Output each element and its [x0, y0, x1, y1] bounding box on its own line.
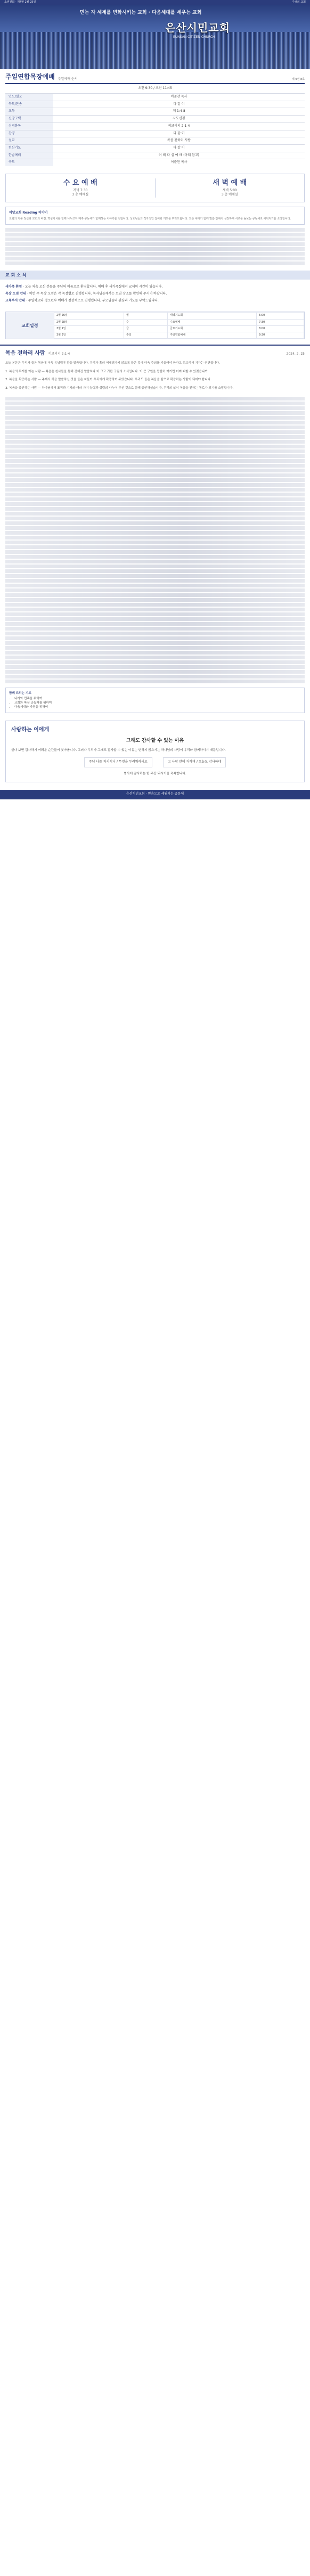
announcements [0, 282, 310, 308]
calendar-label: 교회일정 [6, 312, 54, 339]
order-label: 설교 [5, 137, 53, 145]
poem-box [11, 757, 299, 767]
order-value: 다 같 이 [53, 130, 305, 137]
sermon-reference: 히브리서 2:1-4 [48, 352, 70, 356]
calendar-cell: 8:00 [257, 325, 304, 332]
pastor-closing: 범사에 감사하는 한 주간 되시기를 축복합니다. [124, 772, 186, 776]
calendar-cell: 주일 [124, 332, 167, 339]
announcement-heading: 새가족 환영 [5, 285, 22, 289]
wednesday-title: 수 요 예 배 [63, 178, 97, 187]
calendar-cell: 수요예배 [168, 319, 257, 325]
news-band: 교 회 소 식 [0, 271, 310, 280]
congregation-image [0, 32, 310, 69]
church-motto: 믿는 자 세계를 변화시키는 교회 · 다음세대를 세우는 교회 [80, 10, 202, 15]
order-row [5, 152, 305, 159]
hero-banner [0, 5, 310, 69]
sermon-body [0, 359, 310, 397]
order-row [5, 101, 305, 108]
prayer-item: • 다음세대와 가정을 위하여 [14, 705, 301, 709]
top-strip [0, 0, 310, 5]
announcement-heading: 교육부서 안내 [5, 298, 25, 302]
order-label: 찬양 [5, 130, 53, 137]
dawn-title: 새 벽 예 배 [213, 178, 247, 187]
order-label: 축도 [5, 159, 53, 166]
placeholder-text-lines [0, 228, 310, 265]
order-value: 이 뗴 다 실 예 배 (아래 참고) [53, 152, 305, 159]
calendar-cell: 7:30 [257, 319, 304, 325]
bulletin-page [0, 0, 310, 799]
announcement-text: 이번 주 목장 모임은 각 목장별로 진행됩니다. 목자님들께서는 모임 장소를 확인해 주시기 바랍니다. [29, 292, 167, 296]
announcement-text: 오늘 처음 오신 분들을 주님의 이름으로 환영합니다. 예배 후 새가족실에서 교제의 시간이 있습니다. [25, 285, 163, 289]
poem-right: 그 사랑 안에 거하며 / 오늘도 감사하네 [163, 757, 226, 767]
order-row [5, 130, 305, 137]
church-calendar [5, 312, 305, 339]
order-label: 헌신기도 [5, 144, 53, 152]
calendar-cell: 주일연합예배 [168, 332, 257, 339]
wednesday-time: 저녁 7:30 [73, 188, 88, 192]
order-value: 다 같 이 [53, 144, 305, 152]
calendar-cell: 수 [124, 319, 167, 325]
announcement-item: 교육부서 안내 · 주일학교와 청소년부 예배가 정상적으로 진행됩니다. 부모님들의 관심과 기도를 부탁드립니다. [5, 298, 159, 302]
order-label: 한밤예배 [5, 152, 53, 159]
intro-title: 이달교회 Reading 이야기 [9, 211, 48, 215]
calendar-row [54, 332, 304, 339]
sermon-paragraph: 오늘 본문은 우리가 들은 복음에 더욱 유념해야 함을 말씀합니다. 우리가 흘러 떠내려가지 않도록 들은 것에 더욱 주의를 기울여야 한다고 히브리서 기자는 권면합니다. [5, 361, 220, 365]
order-row [5, 137, 305, 145]
calendar-row [54, 325, 304, 332]
intro-block [5, 207, 305, 225]
church-english-name: EUNSAN CITIZEN CHURCH [173, 35, 215, 39]
prayer-item: • 나라와 민족을 위하여 [14, 697, 301, 701]
sermon-title: 복음 전하러 사람 [5, 350, 45, 357]
sermon-header [0, 345, 310, 359]
dawn-time: 새벽 5:00 [222, 188, 237, 192]
order-label: 신앙고백 [5, 116, 53, 123]
order-label: 묵도/찬송 [5, 101, 53, 108]
service-times: 오전 9:30 / 오전 11:45 [138, 86, 172, 91]
order-row [5, 122, 305, 130]
order-label: 교독 [5, 108, 53, 116]
order-row [5, 108, 305, 116]
sermon-date: 2024. 2. 25 [286, 352, 305, 356]
prayer-item: • 교회와 목장 공동체를 위하여 [14, 701, 301, 705]
strip-left: 소위원회 · 제4번 2월 25일 [4, 1, 36, 4]
pastor-text: 살다 보면 감사하기 어려운 순간들이 찾아옵니다. 그러나 우리가 그래도 감사할 수 있는 이유는 변하지 않으시는 하나님의 사랑이 우리와 함께하시기 때문입니다. [11, 749, 226, 753]
calendar-cell: 새벽기도회 [168, 313, 257, 319]
dawn-place: 3 층 예배실 [221, 193, 238, 197]
calendar-cell: 3월 3일 [54, 332, 124, 339]
calendar-row [54, 313, 304, 319]
bulletin-meta: 제 9권 8호 [291, 78, 305, 81]
calendar-cell: 3월 1일 [54, 325, 124, 332]
order-value: 이준찬 목사 [53, 94, 305, 101]
calendar-cell: 금 [124, 325, 167, 332]
order-value: 히브리서 2:1-4 [53, 122, 305, 130]
poem-left: 주님 나를 지키시니 / 무엇을 두려워하리요 [84, 757, 152, 767]
intro-text: 교회의 기본 정신과 교회의 비전, 핵심가치를 함께 나누고자 매주 공동체가 함께하는 이야기를 전합니다. 성도님들의 적극적인 참여와 기도를 부탁드립니다. 모든 세대가 함께 말씀 안에서 성장하며 서로를 돌보는 공동체로 세워지기를 소망합니다. [9, 217, 291, 220]
pastor-column [5, 721, 305, 782]
dawn-service [156, 178, 305, 198]
sermon-paragraph: 2. 복음을 확증하는 사람 — 주께서 처음 말씀하신 것을 들은 자들이 우리에게 확증하여 주었습니다. 우리도 들은 복음을 삶으로 확증하는 사람이 되어야 합니다. [5, 378, 211, 382]
order-value: 사도신경 [53, 116, 305, 123]
announcement-text: 주일학교와 청소년부 예배가 정상적으로 진행됩니다. 부모님들의 관심과 기도를 부탁드립니다. [28, 298, 159, 302]
order-row [5, 94, 305, 101]
bulletin-title: 주일연합목장예배 [5, 73, 55, 80]
sermon-paragraph: 3. 복음을 증언하는 사람 — 하나님께서 표적과 기사와 여러 가지 능력과 성령의 나누어 주신 것으로 함께 증언하셨습니다. 우리의 삶이 복음을 전하는 통로가 되기를 소망합니다. [5, 387, 234, 390]
church-logo: 은산시민교회 [165, 21, 230, 34]
calendar-cell: 5:00 [257, 313, 304, 319]
calendar-cell: 2월 28일 [54, 319, 124, 325]
wednesday-place: 3 층 예배실 [72, 193, 89, 197]
order-row [5, 159, 305, 166]
order-value: 계 1:4-8 [53, 108, 305, 116]
announcement-item: 목장 모임 안내 · 이번 주 목장 모임은 각 목장별로 진행됩니다. 목자님들께서는 모임 장소를 확인해 주시기 바랍니다. [5, 292, 167, 296]
bulletin-section [0, 69, 310, 169]
wednesday-service [6, 178, 155, 198]
announcement-item: 새가족 환영 · 오늘 처음 오신 분들을 주님의 이름으로 환영합니다. 예배 후 새가족실에서 교제의 시간이 있습니다. [5, 285, 163, 289]
calendar-row [54, 319, 304, 325]
pastor-label: 사랑하는 이에게 [11, 727, 50, 733]
order-of-service [5, 93, 305, 166]
order-row [5, 144, 305, 152]
footer: 은산시민교회 · 믿음으로 세워지는 공동체 [0, 790, 310, 799]
worship-times-box [5, 174, 305, 202]
prayer-title: 함께 드리는 기도 [9, 692, 31, 696]
sermon-paragraph: 1. 복음의 무게를 아는 사람 — 복음은 천사들을 통해 전해진 말씀보다 더 크고 귀한 구원의 소식입니다. 이 큰 구원을 등한히 여기면 어찌 피할 수 있겠습니까. [5, 370, 209, 373]
order-value: 다 같 이 [53, 101, 305, 108]
order-label: 인도/설교 [5, 94, 53, 101]
order-value: 복음 전하러 사람 [53, 137, 305, 145]
announcement-heading: 목장 모임 안내 [5, 292, 26, 296]
bulletin-header [5, 72, 305, 84]
order-row [5, 116, 305, 123]
order-label: 성경봉독 [5, 122, 53, 130]
calendar-cell: 9:30 [257, 332, 304, 339]
sermon-continuation-lines [0, 397, 310, 683]
calendar-cell: 2월 26일 [54, 313, 124, 319]
strip-right: 주님의 교회 [292, 1, 306, 4]
prayer-box [5, 688, 305, 713]
calendar-cell: 월 [124, 313, 167, 319]
order-value: 이준찬 목사 [53, 159, 305, 166]
calendar-cell: 금요기도회 [168, 325, 257, 332]
pastor-title: 그래도 감사할 수 있는 이유 [126, 738, 184, 743]
bulletin-subtitle: 주일예배 순서 [58, 77, 78, 81]
